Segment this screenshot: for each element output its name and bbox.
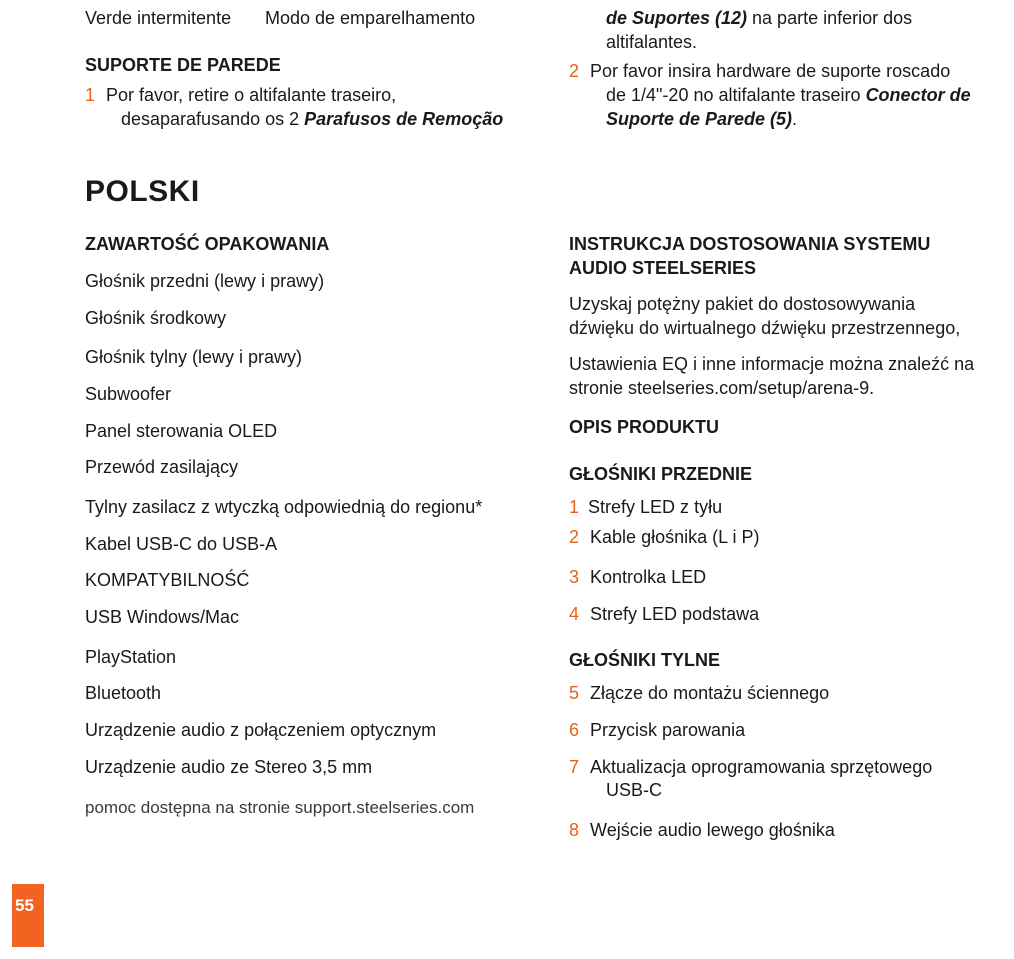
part-name: Conector de <box>865 85 971 105</box>
step-number: 2 <box>569 61 580 81</box>
part-name: Suporte de Parede (5) <box>606 109 793 129</box>
step-text: de 1/4"-20 no altifalante traseiro <box>606 85 866 105</box>
part-label: Strefy LED z tyłu <box>588 497 723 517</box>
front-speaker-part-4 <box>569 603 759 626</box>
customization-paragraph-1-line-1: Uzyskaj potężny pakiet do dostosowywania <box>569 294 916 314</box>
step-text: Por favor, retire o altifalante traseiro, <box>106 85 397 105</box>
part-number: 3 <box>569 567 580 587</box>
part-number: 4 <box>569 604 580 624</box>
compatibility-item: PlayStation <box>85 647 177 667</box>
rear-speakers-heading: GŁOŚNIKI TYLNE <box>569 650 721 670</box>
wall-mount-step-1-line-3 <box>606 7 912 30</box>
compatibility-item: USB Windows/Mac <box>85 607 240 627</box>
page-number: 55 <box>15 896 34 915</box>
part-name: Parafusos de Remoção <box>304 109 504 129</box>
contents-item: Kabel USB-C do USB-A <box>85 534 278 554</box>
contents-item: Panel sterowania OLED <box>85 421 278 441</box>
customization-heading-line-1: INSTRUKCJA DOSTOSOWANIA SYSTEMU <box>569 234 931 254</box>
front-speaker-part-2 <box>569 526 759 549</box>
part-label: Złącze do montażu ściennego <box>590 683 830 703</box>
wall-mount-step-2-line-3 <box>606 108 797 131</box>
contents-heading: ZAWARTOŚĆ OPAKOWANIA <box>85 234 330 254</box>
rear-speaker-part-7 <box>569 756 932 779</box>
front-speakers-heading: GŁOŚNIKI PRZEDNIE <box>569 464 753 484</box>
wall-mount-step-1 <box>85 84 396 107</box>
compatibility-item: Bluetooth <box>85 683 162 703</box>
product-description-heading: OPIS PRODUKTU <box>569 417 720 437</box>
part-number: 7 <box>569 757 580 777</box>
step-text: na parte inferior dos <box>747 8 913 28</box>
contents-item: Głośnik tylny (lewy i prawy) <box>85 347 303 367</box>
support-note: pomoc dostępna na stronie support.steelseries.com <box>85 798 475 817</box>
wall-mount-heading: SUPORTE DE PAREDE <box>85 55 281 75</box>
rear-speaker-part-6 <box>569 719 745 742</box>
compatibility-heading: KOMPATYBILNOŚĆ <box>85 570 250 590</box>
part-number: 1 <box>569 497 580 517</box>
part-number: 2 <box>569 527 580 547</box>
part-label: Aktualizacja oprogramowania sprzętowego <box>590 757 933 777</box>
wall-mount-step-1-line-2 <box>121 108 503 131</box>
led-status-text: Verde intermitente <box>85 8 232 28</box>
part-label: Przycisk parowania <box>590 720 746 740</box>
part-number: 5 <box>569 683 580 703</box>
contents-item: Przewód zasilający <box>85 457 239 477</box>
contents-item: Głośnik środkowy <box>85 308 227 328</box>
part-label: Kontrolka LED <box>590 567 707 587</box>
rear-speaker-part-7-line-2: USB-C <box>606 780 663 800</box>
customization-paragraph-1-line-2: dźwięku do wirtualnego dźwięku przestrzennego, <box>569 318 961 338</box>
step-text: Por favor insira hardware de suporte roscado <box>590 61 951 81</box>
rear-speaker-part-5 <box>569 682 829 705</box>
wall-mount-step-2 <box>569 60 950 83</box>
led-meaning-text: Modo de emparelhamento <box>265 8 476 28</box>
part-label: Strefy LED podstawa <box>590 604 760 624</box>
contents-item: Subwoofer <box>85 384 172 404</box>
contents-item: Głośnik przedni (lewy i prawy) <box>85 271 325 291</box>
part-number: 8 <box>569 820 580 840</box>
customization-heading-line-2: AUDIO STEELSERIES <box>569 258 757 278</box>
part-number: 6 <box>569 720 580 740</box>
part-label: Wejście audio lewego głośnika <box>590 820 835 840</box>
contents-item: Tylny zasilacz z wtyczką odpowiednią do regionu* <box>85 497 483 517</box>
wall-mount-step-2-line-2 <box>606 84 971 107</box>
compatibility-item: Urządzenie audio ze Stereo 3,5 mm <box>85 757 373 777</box>
customization-paragraph-2-line-2: stronie steelseries.com/setup/arena-9. <box>569 378 875 398</box>
step-text: . <box>792 109 798 129</box>
wall-mount-step-1-line-4: altifalantes. <box>606 32 698 52</box>
rear-speaker-part-8 <box>569 819 835 842</box>
part-name: de Suportes (12) <box>606 8 748 28</box>
step-number: 1 <box>85 85 96 105</box>
page-number-tab <box>12 884 44 947</box>
section-title: POLSKI <box>85 175 200 208</box>
compatibility-item: Urządzenie audio z połączeniem optycznym <box>85 720 437 740</box>
step-text: desaparafusando os 2 <box>121 109 305 129</box>
part-label: Kable głośnika (L i P) <box>590 527 760 547</box>
front-speaker-part-1 <box>569 496 722 519</box>
customization-paragraph-2-line-1: Ustawienia EQ i inne informacje można znaleźć na <box>569 354 975 374</box>
front-speaker-part-3 <box>569 566 706 589</box>
